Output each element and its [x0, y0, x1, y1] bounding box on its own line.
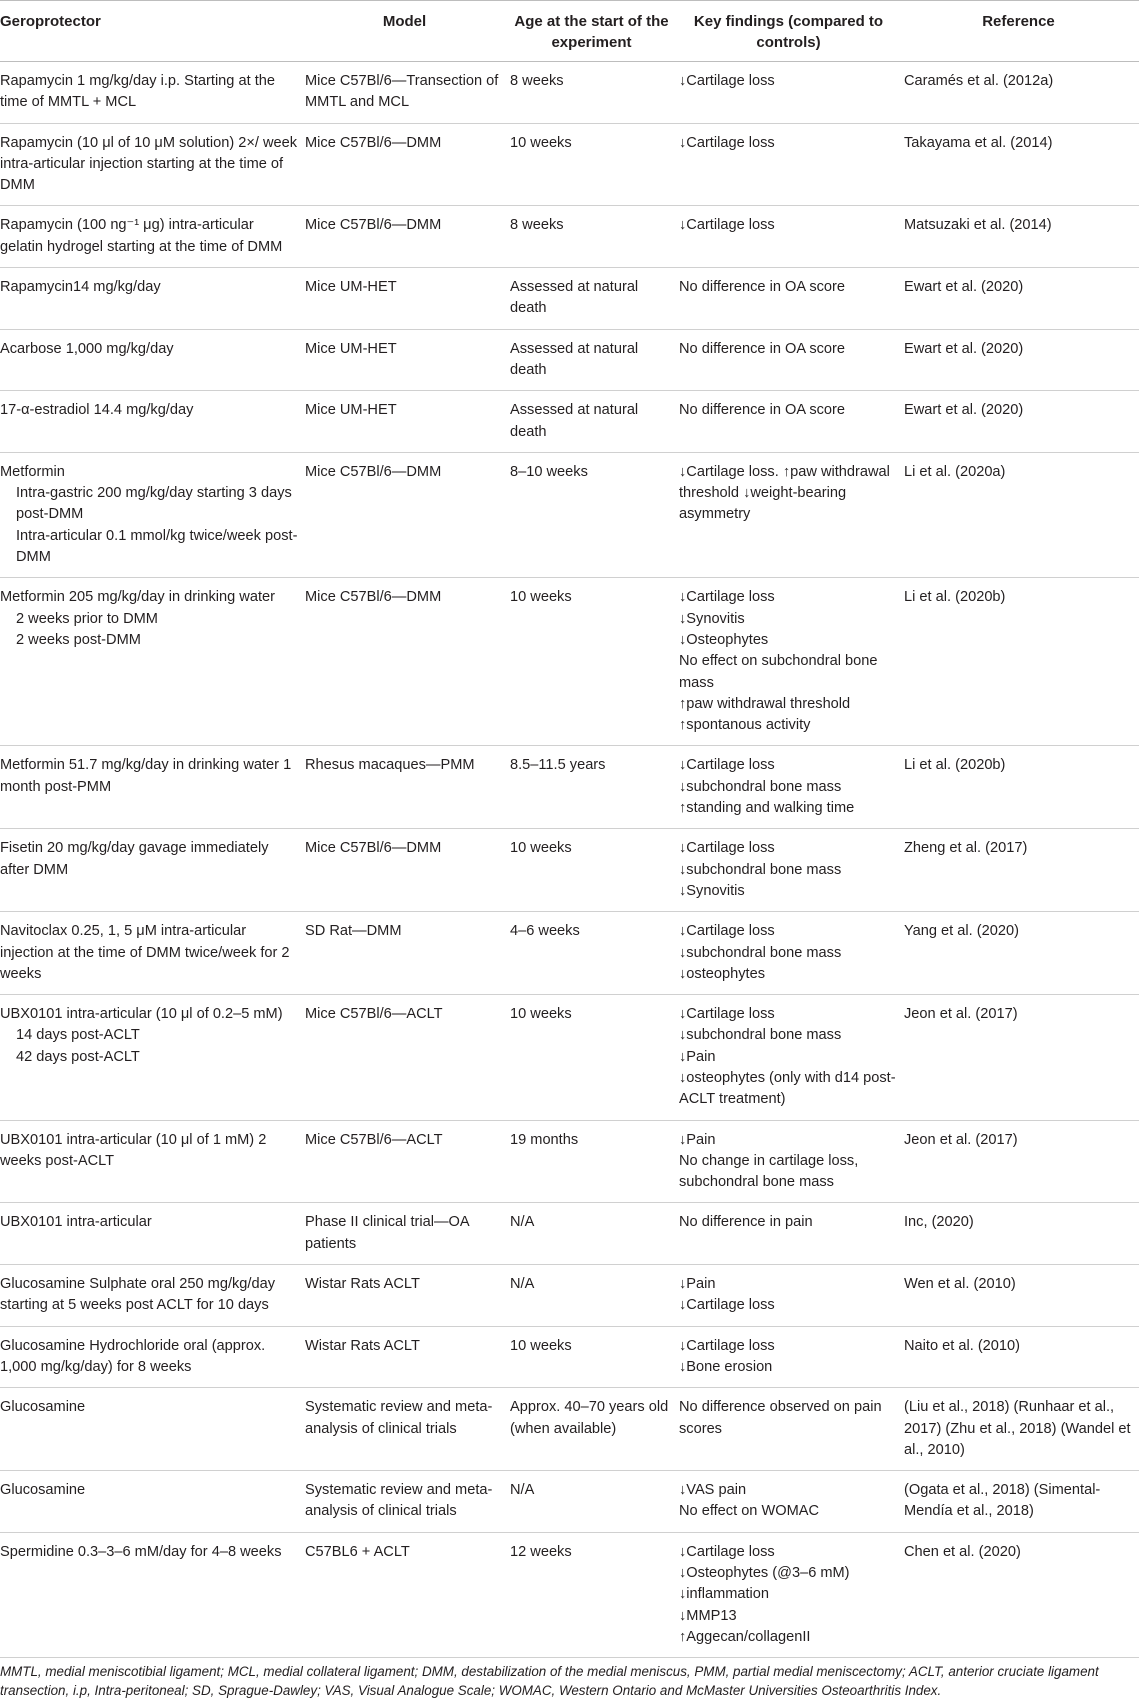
- finding-line: ↓Osteophytes: [679, 631, 769, 648]
- cell-geroprotector: [0, 829, 305, 912]
- header-reference: Reference: [904, 1, 1139, 62]
- cell-model: Mice C57Bl/6—ACLT: [305, 995, 510, 1120]
- header-geroprotector: Geroprotector: [0, 1, 305, 62]
- geroprotector-line: Glucosamine Sulphate oral 250 mg/kg/day starting at 5 weeks post ACLT for 10 days: [0, 1276, 276, 1314]
- header-model: Model: [305, 1, 510, 62]
- finding-line: No effect on subchondral bone mass: [679, 653, 878, 691]
- geroprotector-line: Spermidine 0.3–3–6 mM/day for 4–8 weeks: [0, 1543, 282, 1560]
- cell-age: N/A: [510, 1471, 679, 1533]
- finding-line: ↓Pain: [679, 1276, 716, 1293]
- cell-age: 10 weeks: [510, 123, 679, 206]
- table-row: [0, 829, 1139, 912]
- geroprotector-line: Metformin 51.7 mg/kg/day in drinking water 1 month post-PMM: [0, 757, 292, 795]
- geroprotector-line: UBX0101 intra-articular: [0, 1214, 152, 1231]
- table-row: [0, 912, 1139, 995]
- cell-geroprotector: [0, 329, 305, 391]
- finding-line: ↓Pain: [679, 1048, 716, 1065]
- cell-reference: Li et al. (2020b): [904, 578, 1139, 746]
- finding-line: No difference in pain: [679, 1214, 813, 1231]
- cell-reference: Inc, (2020): [904, 1203, 1139, 1265]
- cell-findings: [679, 1471, 904, 1533]
- finding-line: ↓Osteophytes (@3–6 mM): [679, 1565, 850, 1582]
- cell-findings: [679, 268, 904, 330]
- cell-age: 12 weeks: [510, 1532, 679, 1657]
- cell-reference: Naito et al. (2010): [904, 1326, 1139, 1388]
- table-row: [0, 1265, 1139, 1327]
- cell-model: Mice C57Bl/6—DMM: [305, 829, 510, 912]
- table-row: [0, 995, 1139, 1120]
- finding-line: ↓Synovitis: [679, 882, 745, 899]
- finding-line: ↓Cartilage loss: [679, 757, 775, 774]
- cell-age: Assessed at natural death: [510, 268, 679, 330]
- geroprotector-line: Glucosamine Hydrochloride oral (approx. 1,000 mg/kg/day) for 8 weeks: [0, 1337, 266, 1375]
- cell-model: Wistar Rats ACLT: [305, 1326, 510, 1388]
- cell-reference: Caramés et al. (2012a): [904, 62, 1139, 124]
- finding-line: No difference in OA score: [679, 402, 846, 419]
- cell-findings: [679, 1265, 904, 1327]
- cell-findings: [679, 62, 904, 124]
- cell-model: C57BL6 + ACLT: [305, 1532, 510, 1657]
- cell-reference: Jeon et al. (2017): [904, 995, 1139, 1120]
- finding-line: ↓osteophytes: [679, 965, 765, 982]
- cell-model: Mice C57Bl/6—Transection of MMTL and MCL: [305, 62, 510, 124]
- cell-reference: Ewart et al. (2020): [904, 329, 1139, 391]
- table-row: [0, 1471, 1139, 1533]
- cell-geroprotector: [0, 995, 305, 1120]
- cell-geroprotector: [0, 268, 305, 330]
- cell-reference: (Ogata et al., 2018) (Simental-Mendía et al., 2018): [904, 1471, 1139, 1533]
- finding-line: ↓Cartilage loss. ↑paw withdrawal threshold ↓weight-bearing asymmetry: [679, 463, 890, 523]
- finding-line: ↓Cartilage loss: [679, 73, 775, 89]
- geroprotector-line: Acarbose 1,000 mg/kg/day: [0, 340, 174, 357]
- finding-line: ↓osteophytes (only with d14 post-ACLT treatment): [679, 1069, 896, 1108]
- geroprotector-line: Glucosamine: [0, 1399, 86, 1416]
- cell-model: Mice C57Bl/6—ACLT: [305, 1120, 510, 1203]
- table-row: [0, 578, 1139, 746]
- cell-geroprotector: [0, 912, 305, 995]
- cell-reference: Wen et al. (2010): [904, 1265, 1139, 1327]
- cell-model: Systematic review and meta-analysis of clinical trials: [305, 1471, 510, 1533]
- finding-line: ↓Pain: [679, 1131, 716, 1148]
- cell-findings: [679, 995, 904, 1120]
- geroprotector-line: Intra-gastric 200 mg/kg/day starting 3 days post-DMM: [16, 485, 292, 523]
- table-row: [0, 1532, 1139, 1657]
- geroprotector-line: Fisetin 20 mg/kg/day gavage immediately after DMM: [0, 840, 269, 878]
- cell-reference: Takayama et al. (2014): [904, 123, 1139, 206]
- cell-reference: Jeon et al. (2017): [904, 1120, 1139, 1203]
- table-row: [0, 268, 1139, 330]
- finding-line: ↓subchondral bone mass: [679, 861, 842, 878]
- header-age: Age at the start of the experiment: [510, 1, 679, 62]
- cell-findings: [679, 391, 904, 453]
- cell-geroprotector: [0, 1265, 305, 1327]
- table-row: [0, 1203, 1139, 1265]
- cell-model: Mice C57Bl/6—DMM: [305, 206, 510, 268]
- cell-geroprotector: [0, 746, 305, 829]
- cell-age: 8 weeks: [510, 206, 679, 268]
- cell-findings: [679, 1203, 904, 1265]
- cell-age: 8.5–11.5 years: [510, 746, 679, 829]
- cell-findings: [679, 578, 904, 746]
- cell-model: Rhesus macaques—PMM: [305, 746, 510, 829]
- cell-age: 10 weeks: [510, 578, 679, 746]
- cell-geroprotector: [0, 1471, 305, 1533]
- cell-geroprotector: [0, 1120, 305, 1203]
- cell-model: Mice C57Bl/6—DMM: [305, 452, 510, 577]
- cell-reference: Li et al. (2020b): [904, 746, 1139, 829]
- finding-line: ↓Cartilage loss: [679, 1297, 775, 1314]
- cell-age: N/A: [510, 1203, 679, 1265]
- finding-line: ↓Cartilage loss: [679, 589, 775, 606]
- geroprotector-line: UBX0101 intra-articular (10 μl of 0.2–5 mM): [0, 1006, 283, 1023]
- finding-line: ↓Cartilage loss: [679, 923, 775, 940]
- geroprotector-line: 17-α-estradiol 14.4 mg/kg/day: [0, 402, 194, 419]
- cell-age: 8 weeks: [510, 62, 679, 124]
- cell-geroprotector: [0, 1388, 305, 1471]
- table-row: [0, 391, 1139, 453]
- cell-findings: [679, 123, 904, 206]
- geroprotector-line: 2 weeks prior to DMM: [16, 610, 158, 627]
- geroprotector-line: Metformin: [0, 463, 65, 480]
- cell-model: Mice UM-HET: [305, 329, 510, 391]
- cell-reference: Yang et al. (2020): [904, 912, 1139, 995]
- geroprotector-line: Rapamycin14 mg/kg/day: [0, 279, 161, 296]
- cell-geroprotector: [0, 206, 305, 268]
- cell-geroprotector: [0, 62, 305, 124]
- cell-findings: [679, 1532, 904, 1657]
- finding-line: No difference in OA score: [679, 340, 846, 357]
- finding-line: No difference in OA score: [679, 279, 846, 296]
- finding-line: ↓subchondral bone mass: [679, 1027, 842, 1044]
- table-row: [0, 1326, 1139, 1388]
- finding-line: ↓VAS pain: [679, 1482, 747, 1499]
- finding-line: ↓subchondral bone mass: [679, 944, 842, 961]
- cell-age: 10 weeks: [510, 995, 679, 1120]
- finding-line: No effect on WOMAC: [679, 1503, 820, 1520]
- cell-model: Mice C57Bl/6—DMM: [305, 123, 510, 206]
- header-findings: Key findings (compared to controls): [679, 1, 904, 62]
- cell-age: Assessed at natural death: [510, 329, 679, 391]
- finding-line: ↓Synovitis: [679, 610, 745, 627]
- geroprotector-line: Rapamycin (10 μl of 10 μM solution) 2×/ week intra-articular injection starting at the time of DMM: [0, 134, 298, 194]
- header-row: [0, 1, 1139, 62]
- cell-findings: [679, 1388, 904, 1471]
- geroprotector-line: Metformin 205 mg/kg/day in drinking water: [0, 589, 275, 606]
- geroprotector-line: Rapamycin (100 ng⁻¹ μg) intra-articular gelatin hydrogel starting at the time of DMM: [0, 217, 283, 255]
- finding-line: ↓Cartilage loss: [679, 1543, 775, 1560]
- table-row: [0, 746, 1139, 829]
- finding-line: ↑paw withdrawal threshold: [679, 695, 851, 712]
- finding-line: ↓MMP13: [679, 1607, 737, 1624]
- cell-geroprotector: [0, 452, 305, 577]
- cell-age: 8–10 weeks: [510, 452, 679, 577]
- geroprotector-line: UBX0101 intra-articular (10 μl of 1 mM) 2 weeks post-ACLT: [0, 1131, 267, 1169]
- finding-line: ↓Bone erosion: [679, 1358, 773, 1375]
- finding-line: ↑Aggecan/collagenII: [679, 1628, 811, 1645]
- finding-line: ↓Cartilage loss: [679, 1337, 775, 1354]
- cell-findings: [679, 329, 904, 391]
- table-footnote: MMTL, medial meniscotibial ligament; MCL, medial collateral ligament; DMM, destabilization of the medial meniscus, PMM, partial medial meniscectomy; ACLT, anterior cruciate ligament transection, i.p, Intra-peritoneal; SD, Sprague-Dawley; VAS, Visual Analogue Scale; WOMAC, Western Ontario and McMaster Universities Osteoarthritis Index.: [0, 1664, 1099, 1699]
- table-row: [0, 1388, 1139, 1471]
- geroprotector-line: Rapamycin 1 mg/kg/day i.p. Starting at the time of MMTL + MCL: [0, 73, 275, 111]
- cell-findings: [679, 1120, 904, 1203]
- cell-findings: [679, 452, 904, 577]
- cell-findings: [679, 206, 904, 268]
- cell-reference: Chen et al. (2020): [904, 1532, 1139, 1657]
- table-row: [0, 62, 1139, 124]
- cell-geroprotector: [0, 1326, 305, 1388]
- finding-line: ↑standing and walking time: [679, 800, 855, 817]
- geroprotector-line: Glucosamine: [0, 1482, 86, 1499]
- cell-model: Mice C57Bl/6—DMM: [305, 578, 510, 746]
- cell-model: Wistar Rats ACLT: [305, 1265, 510, 1327]
- cell-findings: [679, 746, 904, 829]
- finding-line: ↓Cartilage loss: [679, 1006, 775, 1023]
- geroprotector-line: 14 days post-ACLT: [16, 1027, 140, 1044]
- cell-model: Phase II clinical trial—OA patients: [305, 1203, 510, 1265]
- cell-age: Approx. 40–70 years old (when available): [510, 1388, 679, 1471]
- geroprotector-line: Navitoclax 0.25, 1, 5 μM intra-articular injection at the time of DMM twice/week for 2 weeks: [0, 923, 290, 982]
- cell-reference: Ewart et al. (2020): [904, 268, 1139, 330]
- cell-findings: [679, 912, 904, 995]
- cell-geroprotector: [0, 391, 305, 453]
- cell-geroprotector: [0, 578, 305, 746]
- cell-model: Systematic review and meta-analysis of clinical trials: [305, 1388, 510, 1471]
- cell-geroprotector: [0, 123, 305, 206]
- cell-findings: [679, 829, 904, 912]
- finding-line: ↑spontanous activity: [679, 717, 811, 734]
- cell-findings: [679, 1326, 904, 1388]
- cell-model: Mice UM-HET: [305, 268, 510, 330]
- cell-geroprotector: [0, 1532, 305, 1657]
- table-body: [0, 62, 1139, 1658]
- table-row: [0, 123, 1139, 206]
- finding-line: No difference observed on pain scores: [679, 1399, 882, 1437]
- cell-reference: (Liu et al., 2018) (Runhaar et al., 2017) (Zhu et al., 2018) (Wandel et al., 2010): [904, 1388, 1139, 1471]
- cell-age: Assessed at natural death: [510, 391, 679, 453]
- cell-age: 10 weeks: [510, 829, 679, 912]
- geroprotector-line: Intra-articular 0.1 mmol/kg twice/week post-DMM: [16, 527, 298, 566]
- finding-line: ↓Cartilage loss: [679, 134, 775, 151]
- table-row: [0, 206, 1139, 268]
- cell-model: Mice UM-HET: [305, 391, 510, 453]
- cell-age: 10 weeks: [510, 1326, 679, 1388]
- finding-line: ↓inflammation: [679, 1586, 770, 1603]
- table-row: [0, 452, 1139, 577]
- cell-age: 4–6 weeks: [510, 912, 679, 995]
- cell-reference: Li et al. (2020a): [904, 452, 1139, 577]
- finding-line: ↓Cartilage loss: [679, 217, 775, 234]
- cell-geroprotector: [0, 1203, 305, 1265]
- cell-age: 19 months: [510, 1120, 679, 1203]
- cell-reference: Zheng et al. (2017): [904, 829, 1139, 912]
- cell-reference: Ewart et al. (2020): [904, 391, 1139, 453]
- finding-line: ↓Cartilage loss: [679, 840, 775, 857]
- table-row: [0, 329, 1139, 391]
- cell-model: SD Rat—DMM: [305, 912, 510, 995]
- cell-reference: Matsuzaki et al. (2014): [904, 206, 1139, 268]
- cell-age: N/A: [510, 1265, 679, 1327]
- geroprotector-line: 42 days post-ACLT: [16, 1048, 140, 1065]
- finding-line: No change in cartilage loss, subchondral bone mass: [679, 1152, 859, 1191]
- geroprotector-line: 2 weeks post-DMM: [16, 631, 141, 648]
- table-row: [0, 1120, 1139, 1203]
- finding-line: ↓subchondral bone mass: [679, 778, 842, 795]
